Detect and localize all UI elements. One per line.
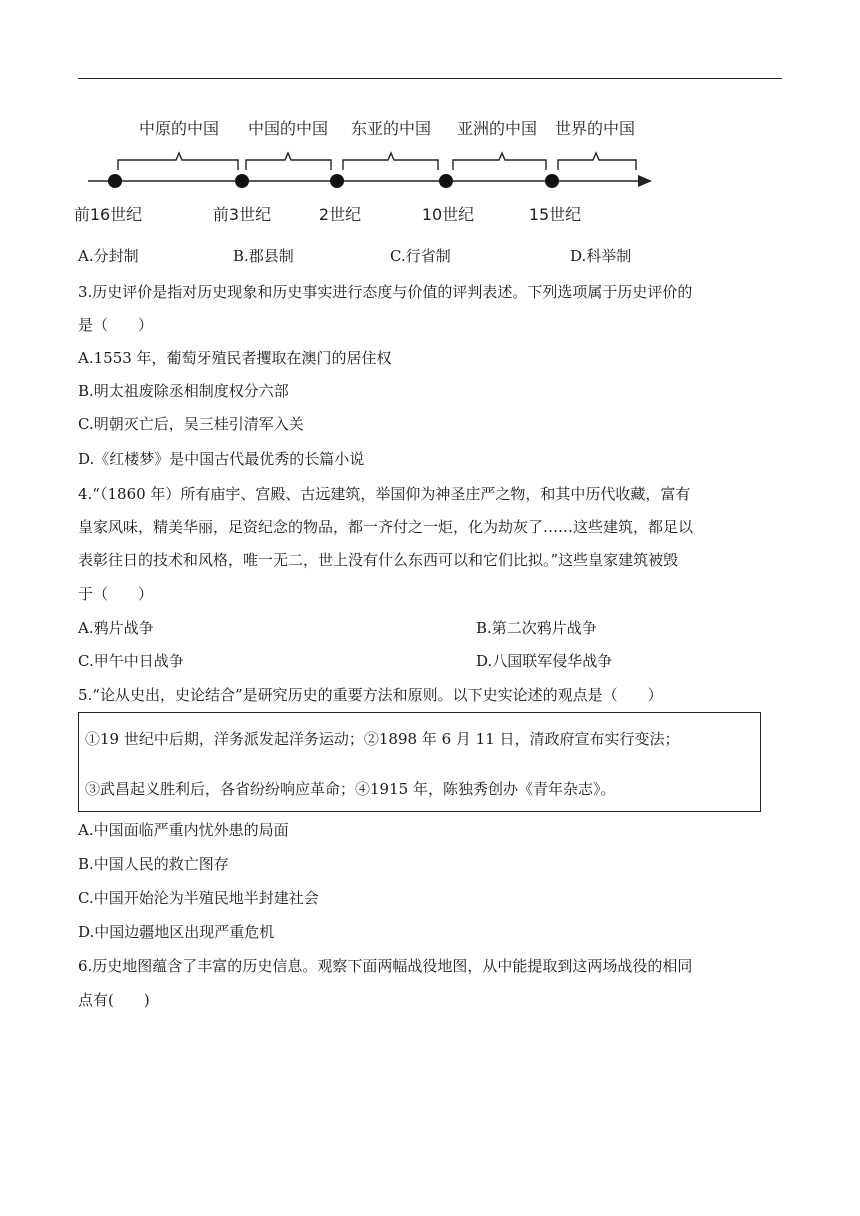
q2-option-a[interactable]: A.分封制 — [78, 247, 139, 265]
point-label: 15世纪 — [528, 205, 582, 224]
era-label: 亚洲的中国 — [456, 119, 538, 138]
point-label: 前3世纪 — [212, 205, 272, 224]
q3-stem-line: 3.历史评价是指对历史现象和历史事实进行态度与价值的评判表述。下列选项属于历史评价的 — [78, 283, 693, 301]
point-label: 10世纪 — [421, 205, 475, 224]
timeline-point — [108, 174, 122, 188]
q3-option-d[interactable]: D.《红楼梦》是中国古代最优秀的长篇小说 — [78, 450, 365, 468]
era-label: 东亚的中国 — [350, 119, 432, 138]
point-label: 前16世纪 — [73, 205, 143, 224]
timeline-figure — [70, 108, 680, 230]
q4-option-b[interactable]: B.第二次鸦片战争 — [476, 619, 597, 637]
q2-option-c[interactable]: C.行省制 — [390, 247, 451, 265]
header-rule — [78, 78, 782, 79]
q5-stem-line: 5.“论从史出，史论结合”是研究历史的重要方法和原则。以下史实论述的观点是（ ） — [78, 686, 663, 704]
timeline-point — [235, 174, 249, 188]
era-brace — [558, 153, 636, 170]
q3-option-c[interactable]: C.明朝灭亡后，吴三桂引清军入关 — [78, 415, 304, 433]
q4-option-c[interactable]: C.甲午中日战争 — [78, 652, 184, 670]
q5-option-d[interactable]: D.中国边疆地区出现严重危机 — [78, 923, 275, 941]
q4-stem-line: 表彰往日的技术和风格，唯一无二，世上没有什么东西可以和它们比拟。”这些皇家建筑被毁 — [78, 551, 679, 569]
timeline-arrow — [638, 175, 652, 187]
q5-option-a[interactable]: A.中国面临严重内忧外患的局面 — [78, 821, 289, 839]
era-label: 中原的中国 — [138, 119, 220, 138]
era-brace — [246, 153, 331, 170]
q5-material-line: ①19 世纪中后期，洋务派发起洋务运动；②1898 年 6 月 11 日，清政府宣布实行变法； — [85, 730, 680, 748]
point-label: 2世纪 — [318, 205, 362, 224]
q3-option-a[interactable]: A.1553 年，葡萄牙殖民者攫取在澳门的居住权 — [78, 349, 392, 367]
q4-option-d[interactable]: D.八国联军侵华战争 — [476, 652, 613, 670]
era-label: 中国的中国 — [247, 119, 329, 138]
timeline-point — [439, 174, 453, 188]
q5-option-c[interactable]: C.中国开始沦为半殖民地半封建社会 — [78, 889, 319, 907]
era-brace — [343, 153, 438, 170]
q4-stem-line: 皇家风味，精美华丽，足资纪念的物品，都一齐付之一炬，化为劫灰了……这些建筑，都足以 — [78, 518, 694, 536]
q2-option-d[interactable]: D.科举制 — [570, 247, 632, 265]
q3-option-b[interactable]: B.明太祖废除丞相制度权分六部 — [78, 382, 289, 400]
era-brace — [118, 153, 238, 170]
q5-material-box — [78, 712, 761, 812]
q5-option-b[interactable]: B.中国人民的救亡图存 — [78, 855, 229, 873]
q2-option-b[interactable]: B.郡县制 — [233, 247, 294, 265]
q6-stem-line: 点有( ) — [78, 991, 150, 1009]
era-brace — [453, 153, 546, 170]
q6-stem-line: 6.历史地图蕴含了丰富的历史信息。观察下面两幅战役地图，从中能提取到这两场战役的相同 — [78, 957, 693, 975]
q5-material-line: ③武昌起义胜利后，各省纷纷响应革命；④1915 年，陈独秀创办《青年杂志》。 — [85, 780, 616, 798]
q4-stem-line: 4.“（1860 年）所有庙宇、宫殿、古远建筑，举国仰为神圣庄严之物，和其中历代收藏，富有 — [78, 485, 691, 503]
timeline-point — [545, 174, 559, 188]
era-label: 世界的中国 — [554, 119, 636, 138]
q4-stem-line: 于（ ） — [78, 585, 154, 603]
timeline-point — [330, 174, 344, 188]
q3-stem-line: 是（ ） — [78, 316, 154, 334]
q4-option-a[interactable]: A.鸦片战争 — [78, 619, 154, 637]
